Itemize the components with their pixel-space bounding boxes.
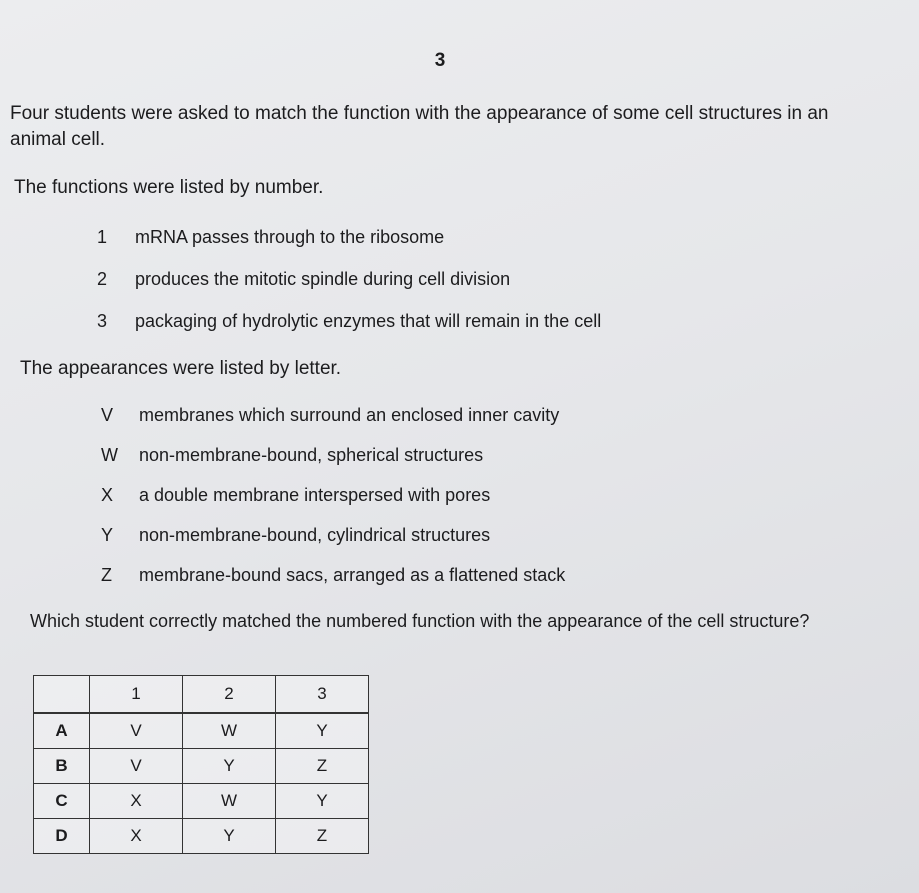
appearance-key: V xyxy=(101,405,114,425)
appearances-heading: The appearances were listed by letter. xyxy=(20,358,342,379)
header-blank-cell xyxy=(34,676,90,714)
option-label: A xyxy=(34,713,90,749)
table-cell: Y xyxy=(183,819,276,854)
answer-table xyxy=(33,675,369,854)
header-cell: 3 xyxy=(276,676,369,714)
question-text: Which student correctly matched the numbered function with the appearance of the cell structure? xyxy=(30,611,810,631)
appearance-text: membrane-bound sacs, arranged as a flattened stack xyxy=(139,565,566,585)
table-cell: Y xyxy=(276,784,369,819)
answer-row-d xyxy=(34,819,369,854)
table-cell: Z xyxy=(276,749,369,784)
appearance-item xyxy=(101,485,490,506)
intro-line-1: Four students were asked to match the function with the appearance of some cell structures in an xyxy=(10,103,829,124)
table-cell: X xyxy=(90,819,183,854)
header-cell: 1 xyxy=(90,676,183,714)
function-item xyxy=(97,227,444,248)
table-cell: Y xyxy=(276,713,369,749)
header-cell: 2 xyxy=(183,676,276,714)
appearance-key: X xyxy=(101,485,114,505)
appearance-key: Z xyxy=(101,565,112,585)
function-key: 2 xyxy=(97,269,108,289)
function-text: packaging of hydrolytic enzymes that will remain in the cell xyxy=(135,311,602,331)
function-key: 1 xyxy=(97,227,108,247)
question-number: 3 xyxy=(434,50,446,71)
table-cell: V xyxy=(90,749,183,784)
option-label: B xyxy=(34,749,90,784)
function-item xyxy=(97,269,510,290)
appearance-text: a double membrane interspersed with pores xyxy=(139,485,491,505)
table-cell: V xyxy=(90,713,183,749)
functions-heading: The functions were listed by number. xyxy=(14,177,324,198)
intro-line-2: animal cell. xyxy=(10,129,106,150)
table-cell: Y xyxy=(183,749,276,784)
function-item xyxy=(97,311,601,332)
appearance-item xyxy=(101,405,559,426)
appearance-key: W xyxy=(101,445,118,465)
appearance-text: membranes which surround an enclosed inner cavity xyxy=(139,405,560,425)
option-label: C xyxy=(34,784,90,819)
option-label: D xyxy=(34,819,90,854)
function-text: mRNA passes through to the ribosome xyxy=(135,227,445,247)
table-cell: W xyxy=(183,713,276,749)
answer-row-c xyxy=(34,784,369,819)
appearance-item xyxy=(101,565,565,586)
appearance-text: non-membrane-bound, spherical structures xyxy=(139,445,484,465)
answer-row-b xyxy=(34,749,369,784)
table-cell: Z xyxy=(276,819,369,854)
function-key: 3 xyxy=(97,311,108,331)
intro-paragraph xyxy=(10,101,829,153)
appearance-key: Y xyxy=(101,525,114,545)
appearance-text: non-membrane-bound, cylindrical structures xyxy=(139,525,491,545)
table-cell: X xyxy=(90,784,183,819)
table-cell: W xyxy=(183,784,276,819)
answer-row-a xyxy=(34,713,369,749)
appearance-item xyxy=(101,445,483,466)
appearance-item xyxy=(101,525,490,546)
function-text: produces the mitotic spindle during cell division xyxy=(135,269,511,289)
answer-table-header xyxy=(34,676,369,714)
